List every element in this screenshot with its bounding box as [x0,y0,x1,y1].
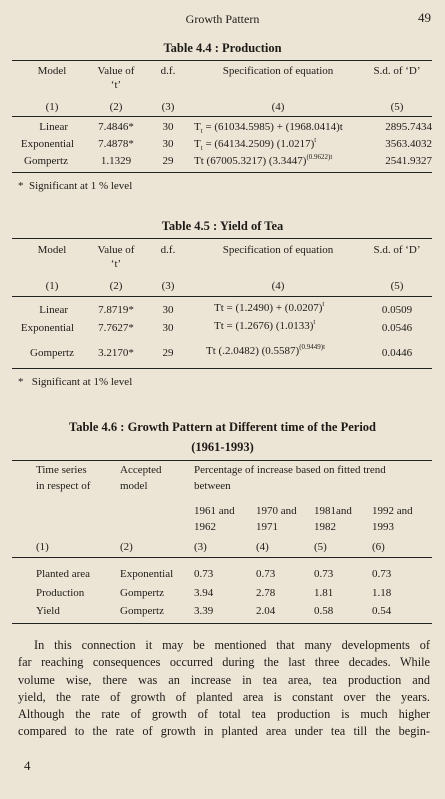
row-value: 0.73 [194,568,214,580]
eq-superscript: t [322,300,325,308]
table-4-6-top-rule [12,460,432,461]
table-4-6-subtitle: (1961-1993) [191,440,254,454]
row-sd: 0.0546 [381,322,413,334]
header-value-of: Value of [97,65,135,77]
row-t-value: 7.8719* [98,304,134,316]
row-equation [194,121,343,135]
eq-superscript: t [313,318,316,326]
colnum-3: (3) [161,280,175,292]
row-t-value: 1.1329 [100,155,132,167]
colnum-6: (6) [372,541,385,553]
table-4-5-top-rule [12,238,432,239]
colnum-4: (4) [271,101,285,113]
row-equation [194,155,332,167]
paragraph-line: Although the rate of growth of total tea production is much higher [18,707,430,722]
eq-body: = (1.2676) (1.0133) [226,320,314,332]
row-value: 3.39 [194,605,214,617]
header-spec: Specification of equation [222,244,334,256]
period-4-b: 1993 [372,521,394,533]
row-sd: 0.0446 [381,347,413,359]
table-4-4-mid-rule [12,116,432,117]
row-sd: 2541.9327 [385,155,432,167]
footer-page-marker: 4 [24,758,31,773]
table-4-6-bottom-rule [12,623,432,624]
row-model: Exponential [120,568,174,580]
row-df: 29 [162,347,174,359]
row-equation [194,138,316,152]
row-value: 0.73 [256,568,276,580]
period-4-a: 1992 and [372,505,413,517]
eq-superscript-t: t [323,343,326,351]
page-number: 49 [418,10,431,25]
table-4-5-note [18,376,132,388]
colnum-2: (2) [120,541,133,553]
eq-body: (.2.0482) (0.5587) [218,345,300,357]
eq-symbol-T: T [214,320,221,332]
header-value-of: Value of [97,244,135,256]
period-3-b: 1982 [314,521,336,533]
asterisk: * [18,376,24,388]
row-model: Exponential [20,138,74,150]
row-model: Gompertz [120,605,164,617]
row-series: Yield [36,605,60,617]
eq-superscript: (0.9449) [299,343,324,351]
eq-symbol-T: T [194,155,201,167]
table-4-4-bottom-rule [12,172,432,173]
row-model: Exponential [20,322,74,334]
eq-body: = (61034.5985) + (1968.0414)t [205,121,343,133]
colnum-1: (1) [45,101,59,113]
paragraph-line: compared to the rate of growth in planted area under tea till the begin- [18,724,430,739]
row-t-value: 7.4846* [98,121,134,133]
row-value: 0.58 [314,605,334,617]
asterisk: * [18,180,24,192]
row-value: 3.94 [194,587,214,599]
header-percentage: Percentage of increase based on fitted trend [194,464,386,476]
header-sd: S.d. of ‘D’ [373,244,421,256]
eq-superscript: t [314,136,317,144]
table-4-4-title: Table 4.4 : Production [163,41,282,55]
row-model: Linear [39,121,68,133]
table-4-4-note [18,180,132,192]
note-text: Significant at 1% level [31,376,133,388]
note-text: Significant at 1 % level [29,180,133,192]
paragraph-line: In this connection it may be mentioned that many developments of [34,638,430,652]
row-value: 2.04 [256,605,276,617]
period-1-b: 1962 [194,521,216,533]
table-4-5-title: Table 4.5 : Yield of Tea [161,219,284,233]
eq-symbol-t: t [212,345,216,357]
row-df: 30 [162,121,174,133]
colnum-5: (5) [314,541,327,553]
eq-body: = (1.2490) + (0.0207) [226,302,323,314]
colnum-5: (5) [390,280,404,292]
header-model: Model [37,244,67,256]
eq-symbol-T: T [194,138,201,150]
eq-symbol-T: T [214,302,221,314]
period-1-a: 1961 and [194,505,235,517]
header-in-respect: in respect of [36,480,91,492]
colnum-2: (2) [109,101,123,113]
row-model: Gompertz [30,347,74,359]
paragraph-line: volume wise, there was an increase in tea area, tea production and [18,672,430,687]
period-2-a: 1970 and [256,505,297,517]
row-series: Planted area [36,568,91,580]
eq-symbol-t: t [200,155,204,167]
header-model: Model [37,65,67,77]
colnum-1: (1) [36,541,49,553]
row-df: 30 [162,304,174,316]
colnum-4: (4) [256,541,269,553]
row-t-value: 7.7627* [98,322,134,334]
table-4-5-bottom-rule [12,368,432,369]
colnum-3: (3) [161,101,175,113]
row-value: 0.73 [314,568,334,580]
row-sd: 3563.4032 [385,138,432,150]
table-4-6-title: Table 4.6 : Growth Pattern at Different time of the Period [69,420,376,434]
row-t-value: 3.2170* [98,347,134,359]
header-t: ‘t’ [110,258,122,270]
paragraph-line: yield, the rate of growth of planted area is constant over the years. [18,689,430,704]
colnum-3: (3) [194,541,207,553]
row-equation [206,345,325,357]
colnum-5: (5) [390,101,404,113]
row-df: 30 [162,138,174,150]
row-value: 1.18 [372,587,392,599]
header-df: d.f. [160,244,176,256]
row-model: Linear [39,304,68,316]
row-model: Gompertz [120,587,164,599]
header-df: d.f. [160,65,176,77]
colnum-4: (4) [271,280,285,292]
row-value: 0.54 [372,605,392,617]
period-2-b: 1971 [256,521,278,533]
running-header: Growth Pattern [185,12,260,26]
eq-symbol-t: t [220,320,224,332]
eq-symbol-T: T [194,121,201,133]
table-4-6-mid-rule [12,557,432,558]
row-sd: 0.0509 [381,304,413,316]
eq-symbol-T: T [206,345,213,357]
row-model: Gompertz [24,155,68,167]
row-df: 29 [162,155,174,167]
paragraph-line: far reaching consequences occurred during the last three decades. While [18,655,430,670]
row-series: Production [36,587,85,599]
colnum-2: (2) [109,280,123,292]
row-sd: 2895.7434 [385,121,432,133]
period-3-a: 1981and [314,505,352,517]
header-time-series: Time series [36,464,87,476]
header-t: ‘t’ [110,79,122,91]
eq-body: = (64134.2509) (1.0217) [205,138,315,150]
header-model: model [120,480,148,492]
row-equation [214,320,315,332]
row-value: 0.73 [372,568,392,580]
body-paragraph [18,637,430,741]
eq-body: (67005.3217) (3.3447) [206,155,307,167]
table-4-4-top-rule [12,60,432,61]
row-df: 30 [162,322,174,334]
colnum-1: (1) [45,280,59,292]
row-t-value: 7.4878* [98,138,134,150]
header-spec: Specification of equation [222,65,334,77]
row-value: 1.81 [314,587,334,599]
eq-superscript: (0.9622)t [306,153,333,161]
header-between: between [194,480,231,492]
eq-symbol-t: t [220,302,224,314]
row-equation [214,302,324,314]
header-accepted: Accepted [120,464,162,476]
eq-subscript-t: t [200,127,203,136]
eq-subscript-t: t [200,144,203,153]
row-value: 2.78 [256,587,276,599]
table-4-5-mid-rule [12,296,432,297]
header-sd: S.d. of ‘D’ [373,65,421,77]
